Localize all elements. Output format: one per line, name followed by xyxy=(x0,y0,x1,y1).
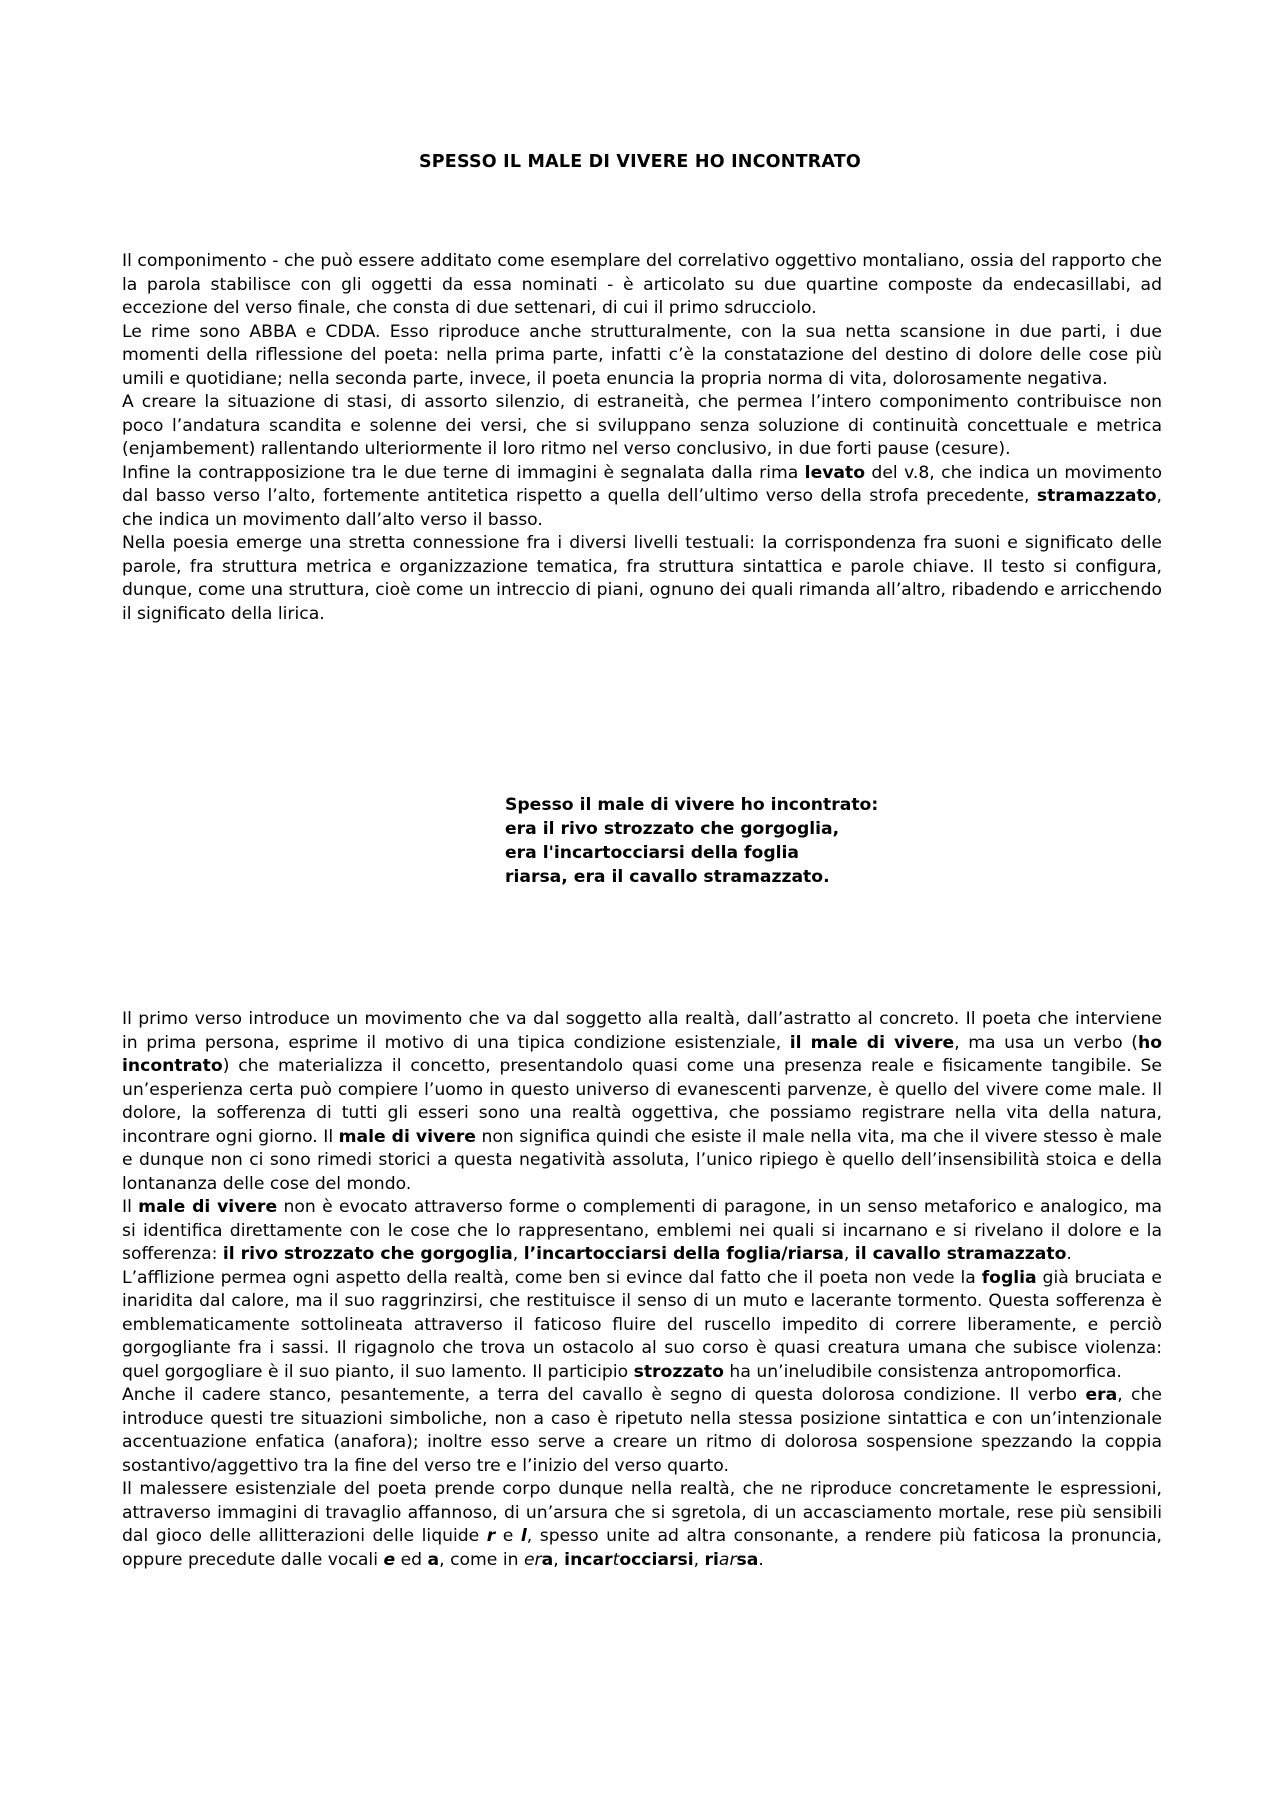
text-italic: ar xyxy=(718,1549,737,1570)
text-run: Infine la contrapposizione tra le due terne di immagini è segnalata dalla rima xyxy=(122,462,805,483)
keyword-italic: l xyxy=(520,1526,527,1546)
document-title: SPESSO IL MALE DI VIVERE HO INCONTRATO xyxy=(418,152,862,172)
keyword xyxy=(487,1526,495,1546)
keyword-stramazzato: stramazzato xyxy=(1036,486,1157,506)
poem-line: riarsa, era il cavallo stramazzato. xyxy=(505,867,830,887)
intro-paragraph: A creare la situazione di stasi, di assorto silenzio, di estraneità, che permea l’intero componimento contribuisce non poco l’andatura scandita e solenne dei versi, che si sviluppano senza soluzione di continuità concettuale e metrica (enjambement) rallentando ulteriormente il loro ritmo nel verso conclusivo, in due forti pause (cesure). xyxy=(122,392,1162,459)
intro-paragraph: Le rime sono ABBA e CDDA. Esso riproduce anche strutturalmente, con la sua netta scansione in due parti, i due momenti della riflessione del poeta: nella prima parte, infatti c’è la constatazione del destino di dolore delle cose più umili e quotidiane; nella seconda parte, invece, il poeta enuncia la propria norma di vita, dolorosamente negativa. xyxy=(122,321,1162,389)
text-run: ) che materializza il concetto, presentandolo quasi come una presenza reale e fisicamente tangibile. Se un’esperienza certa può compiere l’uomo in questo universo di evanescenti parvenze, è quello del vivere come male. Il dolore, la sofferenza di tutti gli esseri sono una realtà oggettiva, che possiamo registrare nella vita della natura, incontrare ogni giorno. Il xyxy=(122,1056,1162,1147)
keyword: male di vivere xyxy=(338,1126,476,1147)
analysis-paragraph xyxy=(122,1008,1162,1196)
keyword: occiarsi xyxy=(619,1549,694,1570)
text-run: e xyxy=(495,1526,521,1546)
text-run: Il malessere esistenziale del poeta prende corpo dunque nella realtà, che ne riproduce concretamente le espressioni, attraverso immagini di travaglio affannoso, di un’arsura che si sgretola, di un accasciamento mortale, rese più sensibili dal gioco delle allitterazioni delle liquide xyxy=(122,1479,1162,1546)
keyword xyxy=(383,1550,395,1570)
text-run: , xyxy=(512,1244,524,1264)
text-run: , xyxy=(693,1549,705,1570)
poem-block xyxy=(505,793,878,889)
text-italic: t xyxy=(612,1549,620,1570)
keyword: il cavallo stramazzato xyxy=(854,1244,1067,1264)
keyword: ho incontrato xyxy=(122,1032,1162,1076)
text-run: ha un’ineludibile consistenza antropomorfica. xyxy=(723,1361,1122,1382)
poem-line: era il rivo strozzato che gorgoglia, xyxy=(505,819,840,839)
intro-paragraph: Nella poesia emerge una stretta connessione fra i diversi livelli testuali: la corrispondenza fra suoni e significato delle parole, fra struttura metrica e organizzazione tematica, fra struttura sintattica e parole chiave. Il testo si configura, dunque, come una struttura, cioè come un intreccio di piani, ognuno dei quali rimanda all’altro, ribadendo e arricchendo il significato della lirica. xyxy=(122,533,1162,624)
text-run: , xyxy=(843,1244,855,1264)
intro-paragraph: Il componimento - che può essere additato come esemplare del correlativo oggettivo montaliano, ossia del rapporto che la parola stabilisce con gli oggetti da essa nominati - è articolato su due quartine composte da endecasillabi, ad eccezione del verso finale, che consta di due settenari, di cui il primo sdrucciolo. xyxy=(122,251,1162,318)
text-run: , come in xyxy=(439,1549,524,1570)
text-run: del v.8, che indica un movimento dal basso verso l’alto, fortemente antitetica rispetto a quella dell’ultimo verso della strofa precedente, xyxy=(122,462,1163,506)
poem-line: Spesso il male di vivere ho incontrato: xyxy=(505,795,879,815)
text-run: , xyxy=(553,1549,565,1570)
keyword-italic: e xyxy=(383,1549,396,1570)
keyword: male di vivere xyxy=(138,1197,278,1217)
text-run: non è evocato attraverso forme o complementi di paragone, in un senso metaforico e analogico, ma si identifica direttamente con le cose che lo rappresentano, emblemi nei quali si incarnano e si rivelano il dolore e la sofferenza: xyxy=(122,1197,1162,1264)
keyword-italic: r xyxy=(486,1526,496,1546)
keyword: strozzato xyxy=(633,1361,724,1382)
analysis-paragraph xyxy=(122,1196,1162,1267)
text-run: , spesso unite ad altra consonante, a rendere più faticosa la pronuncia, oppure precedute dalle vocali xyxy=(122,1526,1162,1570)
text-run: , che introduce questi tre situazioni simboliche, non a caso è ripetuto nella stessa posizione sintattica e con un’intenzionale accentuazione enfatica (anafora); inoltre esso serve a creare un ritmo di dolorosa sospensione spezzando la coppia sostantivo/aggettivo tra la fine del verso tre e l’inizio del verso quarto. xyxy=(122,1385,1162,1476)
text-run: non significa quindi che esiste il male nella vita, ma che il vivere stesso è male e dunque non ci sono rimedi storici a questa negatività assoluta, l’unico ripiego è quello dell’insensibilità stoica e della lontananza delle cose del mondo. xyxy=(122,1126,1162,1194)
text-run: Il xyxy=(122,1197,139,1217)
intro-paragraph xyxy=(122,462,1162,533)
keyword: ri xyxy=(704,1549,719,1570)
text-italic: er xyxy=(523,1549,542,1570)
analysis-paragraph xyxy=(122,1478,1162,1572)
text-run: ed xyxy=(395,1549,428,1570)
text-run: Il primo verso introduce un movimento che va dal soggetto alla realtà, dall’astratto al concreto. Il poeta che interviene in prima persona, esprime il motivo di una tipica condizione esistenziale, xyxy=(122,1009,1162,1053)
text-run: . xyxy=(1066,1244,1072,1264)
analysis-paragraph xyxy=(122,1384,1162,1478)
analysis-paragraph xyxy=(122,1267,1162,1385)
keyword: era xyxy=(1085,1385,1118,1405)
poem-line: era l'incartocciarsi della foglia xyxy=(505,843,800,863)
keyword: il rivo strozzato che gorgoglia xyxy=(222,1244,513,1264)
keyword: incar xyxy=(564,1549,613,1570)
analysis-section xyxy=(122,1008,1162,1572)
keyword: a xyxy=(427,1549,440,1570)
keyword: a xyxy=(541,1549,554,1570)
text-run: già bruciata e inaridita dal calore, ma il suo raggrinzirsi, che restituisce il senso di un muto e lacerante tormento. Questa sofferenza è emblematicamente sottolineata attraverso il faticoso fluire del ruscello impedito di correre liberamente, e perciò gorgogliante fra i sassi. Il rigagnolo che trova un ostacolo al suo corso è quasi creatura umana che subisce violenza: quel gorgogliare è il suo pianto, il suo lamento. Il participio xyxy=(122,1267,1162,1382)
text-run: , che indica un movimento dall’alto verso il basso. xyxy=(122,486,1162,530)
keyword: foglia xyxy=(981,1267,1037,1288)
text-run: L’afflizione permea ogni aspetto della realtà, come ben si evince dal fatto che il poeta non vede la xyxy=(122,1267,982,1288)
keyword: sa xyxy=(736,1549,759,1570)
intro-section xyxy=(122,250,1162,626)
keyword: il male di vivere xyxy=(789,1032,955,1053)
keyword: l’incartocciarsi della foglia/riarsa xyxy=(523,1244,844,1264)
keyword-levato: levato xyxy=(804,462,866,483)
text-run: Anche il cadere stanco, pesantemente, a terra del cavallo è segno di questa dolorosa condizione. Il verbo xyxy=(122,1385,1086,1405)
text-run: . xyxy=(758,1549,764,1570)
text-run: , ma usa un verbo ( xyxy=(954,1032,1138,1053)
